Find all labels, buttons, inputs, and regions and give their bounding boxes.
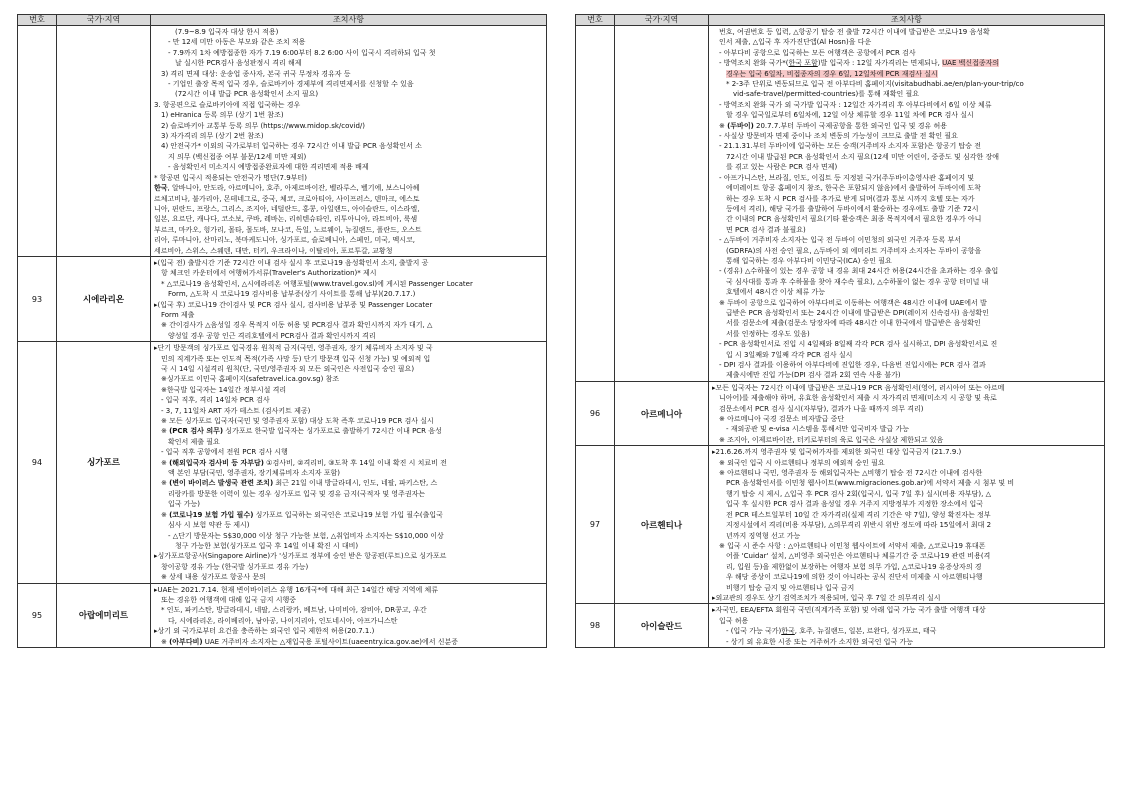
measure-line: - (입국 가능 국가)한국, 호주, 뉴질랜드, 일본, 르완다, 싱가포르, 태국 bbox=[726, 627, 937, 636]
measure-line: - 방역조치 완화 국가 외 국가발 입국자 : 12일간 자가격리 후 아부다비에서 6일 이상 체류 bbox=[719, 100, 992, 109]
table-row bbox=[18, 583, 547, 647]
measure-line: ▸모든 입국자는 72시간 이내에 발급받은 코로나19 PCR 음성확인서(영어, 러시아어 또는 아르메 bbox=[712, 383, 1005, 392]
measure-line: ▸상기 외 국가로부터 요건을 충족하는 외국인 입국 제한적 허용(20.7.1.) bbox=[154, 627, 375, 636]
measure-line: 항 체크인 카운터에서 여행허가서류(Traveler's Authorization)* 제시 bbox=[161, 269, 377, 278]
measure-line: 다, 시에라리온, 라이베리아, 남아공, 나이지리아, 인도네시아, 아프가니스탄 bbox=[168, 616, 398, 625]
measure-line: ▸싱가포르항공사(Singapore Airline)가 '싱가포르 정부에 승인 받은 항공편(루트)으로 싱가포르 bbox=[154, 552, 447, 561]
row-country: 싱가포르 bbox=[57, 342, 151, 583]
header-measures: 조치사항 bbox=[151, 15, 547, 26]
highlighted-text: 경우는 입국 6일차, 비접종자의 경우 6일, 12일차에 PCR 재검사 실시 bbox=[726, 69, 938, 78]
row-measures bbox=[151, 583, 547, 647]
measure-line: ※싱가포르 이민국 홈페이지(safetravel.ica.gov.sg) 참조 bbox=[161, 375, 340, 384]
measure-line: 전 PCR 테스트일부터 10일 간 자가격리(실제 격리 기간은 약 7일), 양성 확진자는 정부 bbox=[726, 510, 991, 519]
measure-line: 서를 검문소에 제출(검문소 당장자에 따라 48시간 이내 한국에서 발급받은 음성확인 bbox=[726, 319, 981, 328]
row-number: 93 bbox=[18, 256, 57, 341]
measure-line: 리, 입원 등)을 제한없이 보장하는 여행자 보험 의무 가입, △코로나19 유증상자의 경 bbox=[726, 562, 982, 571]
measure-line: 입국 허용 bbox=[719, 616, 749, 625]
row-measures bbox=[709, 446, 1105, 604]
measure-line: 리랑카를 방문한 이력이 있는 경우 싱가포르 입국 및 경유 금지(국적자 및 영주권자는 bbox=[168, 489, 426, 498]
measure-line: - 아부다비 공항으로 입국하는 모든 여행객은 공항에서 PCR 검사 bbox=[719, 48, 916, 57]
header-measures: 조치사항 bbox=[709, 15, 1105, 26]
row-measures bbox=[709, 381, 1105, 445]
measure-line: 입국 가능) bbox=[168, 500, 201, 509]
measure-line: 국 시 14일 시설격리 원칙(단, 국민/영주권자 외 모든 외국인은 사전입국 승인 필요) bbox=[161, 365, 415, 373]
row-country: 시에라리온 bbox=[57, 256, 151, 341]
measure-line: 할 경우 입국일로부터 6일차에, 12일 이상 체류할 경우 11일 차에 PCR 검사 실시 bbox=[726, 111, 974, 120]
measure-line: ▸외교관의 경우도 상기 검역조치가 적용되며, 입국 후 7일 간 의무격리 실시 bbox=[712, 593, 941, 602]
row-country: 아랍에미리트 bbox=[57, 583, 151, 647]
emphasized-text: (PCR 검사 의무) bbox=[169, 427, 224, 436]
measure-line: 1) eHranica 등록 의무 (상기 1번 참조) bbox=[161, 111, 284, 120]
measure-line: Form 제출 bbox=[161, 310, 195, 319]
measure-line: ▸(입국 후) 코로나19 간이검사 및 PCR 검사 실시, 검사비용 납부증 및 Passenger Locater bbox=[154, 300, 433, 309]
emphasized-text: 한국 bbox=[154, 184, 168, 193]
row-measures bbox=[151, 256, 547, 341]
measure-line: - 사실상 방문비자 면제 중이나 조치 변동의 가능성이 크므로 출발 전 확인 필요 bbox=[719, 132, 958, 141]
measures-table-right bbox=[575, 14, 1105, 648]
measures-table-left bbox=[17, 14, 547, 648]
measure-line: ※ 입국 시 준수 사항 : △아르헨티나 이민청 웹사이트에 서약서 제출, △코로나19 휴대폰 bbox=[719, 541, 986, 550]
measure-line: 3) 자가격리 의무 (상기 2번 참조) bbox=[161, 132, 264, 141]
right-page bbox=[575, 14, 1105, 648]
measure-line: 등에서 격리), 해당 국가를 출발하여 두바이에서 환승하는 경우에도 출발 기준 72시 bbox=[726, 204, 979, 213]
row-number: 96 bbox=[576, 381, 615, 445]
measure-line: ※ 아르헨티나 국민, 영주권자 등 해외입국자는 △비행기 탑승 전 72시간 이내에 검사한 bbox=[719, 469, 983, 478]
measure-line: - △두바이 거주비자 소지자는 입국 전 두바이 이민청의 외국인 거주자 등록 부서 bbox=[719, 236, 962, 245]
measure-line: ※ (PCR 검사 의무) 싱가포르 한국발 입국자는 싱가포르로 출발하기 72시간 이내 PCR 음성 bbox=[161, 427, 442, 436]
measure-line: 하는 경우 도착 시 PCR 검사를 추가로 받게 되며(결과 통보 시까지 호텔 또는 자가 bbox=[726, 194, 975, 203]
measure-line: ▸(입국 전) 출발시간 기준 72시간 이내 검사 실시 후 코로나19 음성확인서 소지, 출발지 공 bbox=[154, 258, 429, 267]
measure-line: 비행기 탑승 금지 및 아르헨티나 입국 금지 bbox=[726, 583, 855, 592]
measure-line: 행기 탑승 시 제시, △입국 후 PCR 검사 2회(입국시, 입국 7일 후) 실시(비용 자부담), △ bbox=[726, 489, 991, 498]
measure-line: 부르크, 마카오, 헝가리, 몰타, 몰도바, 모나코, 독일, 노르웨이, 뉴질랜드, 폴란드, 오스트 bbox=[154, 225, 422, 234]
measure-line: 간 이내의 PCR 음성확인서 필요(기타 환승객은 최종 목적지에서 필요한 경우가 아니 bbox=[726, 215, 982, 224]
measure-line: - 음성확인서 미소지시 예방접종완료자에 대한 격리면제 적용 배제 bbox=[168, 163, 369, 172]
header-country: 국가·지역 bbox=[57, 15, 151, 26]
measure-line: 르체고비나, 불가리아, 몬테네그로, 중국, 체코, 크로아티아, 사이프러스, 덴마크, 에스토 bbox=[154, 194, 420, 203]
measure-line: 액 본인 부담(국민, 영주권자, 장기체류비자 소지자 포함) bbox=[168, 469, 341, 478]
table-header-row bbox=[576, 15, 1105, 26]
measure-line: 어플 'Cuidar' 설치, △비영주 외국인은 아르헨티나 체류기간 중 코로나19 관련 비용(격 bbox=[726, 552, 991, 561]
measure-line: - 입국 직후 공항에서 전원 PCR 검사 시행 bbox=[161, 448, 288, 457]
measure-line: (72시간 이내 발급 PCR 음성확인서 소지 필요) bbox=[175, 90, 319, 99]
header-country: 국가·지역 bbox=[615, 15, 709, 26]
measure-line: - DPI 검사 결과를 이용하여 아부다비에 진입한 경우, 다음번 진입시에는 PCR 검사 결과 bbox=[719, 361, 986, 369]
measure-line: 인서 제출, △입국 후 자가진단앱(Al Hosn)을 다운 bbox=[719, 38, 872, 47]
row-number: 94 bbox=[18, 342, 57, 583]
emphasized-text: (변이 바이러스 발생국 관련 조치) bbox=[169, 479, 274, 488]
table-row-continued bbox=[576, 26, 1105, 382]
measure-line: 제출시에만 진입 가능(DPI 검사 결과 2회 연속 사용 불가) bbox=[726, 371, 901, 380]
measure-line: - (경유) △수하물이 있는 경우 공항 내 경유 최대 24시간 허용(24시간을 초과하는 경우 출입 bbox=[719, 267, 999, 276]
measure-line: Form, △도착 시 코로나19 검사비용 납부증(상기 사이트를 통해 납부)(20.7.17.) bbox=[168, 290, 416, 299]
measure-line: 확인서 제출 필요 bbox=[168, 437, 220, 446]
table-row bbox=[18, 256, 547, 341]
row-number: 98 bbox=[576, 604, 615, 648]
measure-line: 우 해당 증상이 코로나19에 의한 것이 아니라는 공식 진단서 미제출 시 아르헨티나행 bbox=[726, 573, 983, 582]
measure-line: 검문소에서 PCR 검사 실시(자부담), 결과가 나올 때까지 의무 격리) bbox=[719, 404, 924, 413]
measure-line: ※ (변이 바이러스 발생국 관련 조치) 최근 21일 이내 방글라데시, 인도, 네팔, 파키스탄, 스 bbox=[161, 479, 438, 488]
measure-line: 면 PCR 검사 결과 불필요) bbox=[726, 225, 806, 234]
row-number: 97 bbox=[576, 446, 615, 604]
measure-line: ▸UAE는 2021.7.14. 현재 변이바이러스 유행 16개국*에 대해 최근 14일간 해당 지역에 체류 bbox=[154, 585, 439, 594]
table-row bbox=[576, 381, 1105, 445]
row-number bbox=[18, 26, 57, 257]
table-header-row bbox=[18, 15, 547, 26]
measure-line: ※ (두바이) 20.7.7.부터 두바이 국제공항을 통한 외국인 입국 및 경유 허용 bbox=[719, 121, 948, 130]
measure-line: 심사 시 보험 약관 등 제시) bbox=[168, 521, 250, 530]
table-row bbox=[18, 342, 547, 583]
row-country bbox=[615, 26, 709, 382]
measure-line: * △코로나19 음성확인서, △시에라리온 여행포털(www.travel.gov.sl)에 게시된 Passenger Locater bbox=[161, 279, 473, 288]
measure-line: 에미레이트 항공 홈페이지 참조, 한국은 포함되지 않음)에서 출발하여 두바이에 도착 bbox=[726, 184, 981, 193]
measure-line: ※ 상세 내용 싱가포르 항공사 문의 bbox=[161, 573, 266, 582]
measure-line: 입국 후 실시한 PCR 검사 결과 음성일 경우 거주지 지방정부가 지정한 장소에서 입국 bbox=[726, 500, 984, 509]
table-row-continued bbox=[18, 26, 547, 257]
measure-line: ※ 외국인 입국 시 아르헨티나 정부의 예외적 승인 필요 bbox=[719, 458, 885, 467]
measure-line: ▸21.6.26.까지 영주권자 및 입국허가자를 제외한 외국인 대상 입국금지 (21.7.9.) bbox=[712, 448, 962, 457]
measure-line: 지 의무 (백신접종 여부 불문/12세 미만 제외) bbox=[168, 152, 307, 161]
measure-line: - 재외공관 및 e-visa 시스템을 통해서만 입국비자 발급 가능 bbox=[726, 425, 909, 434]
measure-line: 국 심사대를 통과 후 수하물을 찾아 재수속 필요), △수하물이 없는 경우 공항 터미널 내 bbox=[726, 277, 989, 286]
header-num: 번호 bbox=[576, 15, 615, 26]
measure-line: ※ 두바이 공항으로 입국하여 아부다비로 이동하는 여행객은 48시간 이내에 UAE에서 발 bbox=[719, 298, 987, 307]
header-num: 번호 bbox=[18, 15, 57, 26]
emphasized-text: (아부다비) bbox=[169, 637, 203, 646]
measure-line: 날 실시한 PCR검사 음성판정시 격리 해제 bbox=[175, 59, 302, 68]
emphasized-text: (두바이) bbox=[727, 121, 754, 130]
emphasized-text: (해외입국자 검사비 등 자부담) bbox=[169, 458, 264, 467]
measure-line: 급받은 PCR 음성확인서 또는 24시간 이내에 발급받은 DPI(레이저 신속검사) 음성확인 bbox=[726, 308, 989, 317]
measure-line: - 상기 외 유효한 시증 또는 거주허가 소지한 외국인 입국 가능 bbox=[726, 637, 914, 646]
row-measures bbox=[709, 604, 1105, 648]
emphasized-text: 한국 bbox=[781, 627, 795, 636]
measure-line: 통해 입국하는 경우 아부다비 이민당국(ICA) 승인 필요 bbox=[726, 256, 892, 265]
left-page bbox=[17, 14, 547, 648]
measure-line: 서를 인정하는 경우도 있음) bbox=[726, 329, 810, 338]
measure-line: - PCR 음성확인서로 진입 시 4일째와 8일째 각각 PCR 검사 실시하고, DPI 음성확인서로 진 bbox=[719, 340, 998, 349]
measure-line: 청구 가능한 보험(싱가포르 입국 후 14일 이내 확진 시 대비) bbox=[175, 541, 359, 550]
measure-line: - 3, 7, 11일차 ART 자가 테스트 (검사키트 제공) bbox=[161, 406, 311, 415]
measure-line: 니아, 핀란드, 프랑스, 그리스, 조지아, 네덜란드, 홍콩, 아일랜드, 아이슬란드, 이스라엘, bbox=[154, 204, 420, 213]
measure-line: ※ 간이검사가 △음성일 경우 목적지 이동 허용 및 PCR검사 결과 확인시까지 자가 대기, △ bbox=[161, 321, 433, 330]
measure-line: - 21.1.31.부터 두바이에 입국하는 모든 승객(거주비자 소지자 포함)은 항공기 탑승 전 bbox=[719, 142, 982, 151]
measure-line: ※ (아부다비) UAE 거주비자 소지자는 △재입국용 포털사이트(uaeentry.ica.gov.ae)에서 신분증 bbox=[161, 637, 459, 646]
measure-line: ※ 모든 싱가포르 입국자(국민 및 영주권자 포함) 대상 도착 즉후 코로나19 PCR 검사 실시 bbox=[161, 417, 434, 426]
row-country: 아이슬란드 bbox=[615, 604, 709, 648]
measure-line: * 인도, 파키스탄, 방글라데시, 네팔, 스리랑카, 베트남, 나미비아, 잠비아, DR콩고, 우간 bbox=[161, 606, 427, 615]
measure-line: (GDRFA)의 사전 승인 필요, △두바이 외 에미리트 거주비자 소지자는 두바이 공항을 bbox=[726, 246, 982, 255]
measure-line: 호텔에서 48시간 이상 체류 가능 bbox=[726, 288, 825, 297]
measure-line: - 만 12세 미만 아동은 부모와 같은 조치 적용 bbox=[168, 38, 306, 47]
measure-line: 일본, 요르단, 캐나다, 코소보, 쿠바, 레바논, 리히텐슈타인, 리투아니아, 라트비아, 룩셈 bbox=[154, 215, 418, 224]
row-number: 95 bbox=[18, 583, 57, 647]
highlighted-text: UAE 백신접종자의 bbox=[942, 59, 1000, 68]
measure-line: 3. 항공편으로 슬로바키아에 직접 입국하는 경우 bbox=[154, 100, 301, 109]
measure-line: 양성일 경우 공항 인근 격리호텔에서 PCR검사 결과 확인시까지 격리 bbox=[168, 331, 376, 340]
row-country bbox=[57, 26, 151, 257]
measure-line: 72시간 이내 발급된 PCR 음성확인서 소지 필요(12세 미만 어린이, 중증도 및 심각한 장애 bbox=[726, 152, 1000, 161]
measure-line: ※ (해외입국자 검사비 등 자부담) ①검사비, ②격리비, ③도착 후 14일 이내 확진 시 치료비 전 bbox=[161, 458, 447, 467]
measure-line: - △단기 방문자는 S$30,000 이상 청구 가능한 보험, △취업비자 소지자는 S$10,000 이상 bbox=[168, 531, 444, 540]
measure-line: 리아, 루마니아, 산마리노, 북마케도니아, 싱가포르, 슬로베니아, 스페인, 미국, 멕시코, bbox=[154, 236, 415, 245]
measure-line: - 방역조치 완화 국가*(한국 포함)발 입국자 : 12일 자가격리는 면제되나, UAE 백신접종자의 bbox=[719, 59, 1000, 68]
table-row bbox=[576, 446, 1105, 604]
measure-line: - 아프가니스탄, 브라질, 인도, 이집트 등 지정된 국가(주두바이총영사관 홈페이지 및 bbox=[719, 173, 975, 182]
measure-line: 한국, 알바니아, 안도라, 아르메니아, 호주, 아제르바이잔, 벨라루스, 벨기에, 보스니아헤 bbox=[154, 184, 420, 193]
measure-line: 3) 격리 면제 대상: 운송업 종사자, 본국 귀국 무정차 경유자 등 bbox=[161, 69, 351, 78]
measure-line: PCR 음성확인서를 이민청 웹사이트(www.migraciones.gob.ar)에 서약서 제출 시 첨부 및 비 bbox=[726, 479, 1015, 488]
row-country: 아르헨티나 bbox=[615, 446, 709, 604]
measure-line: 입 시 3일째와 7일째 각각 PCR 검사 실시 bbox=[726, 350, 853, 359]
measure-line: 니아어)를 제출해야 하며, 유효한 음성확인서 제출 시 자가격리 면제(미소지 시 공항 및 육로 bbox=[719, 394, 997, 403]
measure-line: ▸단기 방문객의 싱가포르 입국경유 원칙적 금지(국민, 영주권자, 장기 체류비자 소지자 및 국 bbox=[154, 344, 433, 353]
row-measures bbox=[709, 26, 1105, 382]
measure-line: - 7.9까지 1차 예방접종한 자가 7.19 6:00부터 8.2 6:00 사이 입국시 격리하되 입국 첫 bbox=[168, 48, 436, 57]
row-number bbox=[576, 26, 615, 382]
emphasized-text: (코로나19 보험 가입 필수) bbox=[169, 510, 254, 519]
measure-line: ※ 아르메니아 국경 검문소 비자발급 중단 bbox=[719, 415, 845, 424]
measure-line: 창이공항 경유 가능 (한국발 싱가포르 경유 가능) bbox=[161, 562, 309, 571]
measure-line: 2) 슬로바키아 교통부 등록 의무 (https://www.midop.sk/covid/) bbox=[161, 121, 366, 130]
measure-line: (7.9~8.9 입국자 대상 한시 적용) bbox=[175, 28, 279, 36]
measure-line: vid-safe-travel/permitted-countries)를 통해 재확인 필요 bbox=[733, 90, 920, 99]
measure-line: * 2-3주 단위로 변동되므로 입국 전 아부다비 홈페이지(visitabudhabi.ae/en/plan-your-trip/co bbox=[726, 80, 1024, 89]
measure-line: - 기업인 출장 목적 입국 경우, 슬로바키아 경제부에 격리면제서를 신청할 수 있음 bbox=[168, 80, 414, 89]
measure-line: 를 겪고 있는 사람은 PCR 검사 면제) bbox=[726, 163, 838, 172]
table-row bbox=[576, 604, 1105, 648]
row-measures bbox=[151, 342, 547, 583]
measure-line: * 항공편 입국시 적용되는 안전국가 명단(7.9부터) bbox=[154, 173, 307, 182]
measure-line: 민의 직계가족 또는 인도적 목적(가족 사망 등) 단기 방문객 입국 신청 가능) 및 예외적 입 bbox=[161, 354, 431, 363]
measure-line: 지정시설에서 격리(비용 자부담), △의무격리 위반시 위반 정도에 따라 15일에서 최대 2 bbox=[726, 521, 992, 530]
measure-line: - 입국 직후, 격리 14일차 PCR 검사 bbox=[161, 396, 270, 405]
measure-line: 또는 경유한 여행객에 대해 입국 금지 시행중 bbox=[161, 595, 297, 604]
measure-line: 4) 안전국가* 이외의 국가로부터 입국하는 경우 72시간 이내 발급 PCR 음성확인서 소 bbox=[161, 142, 422, 151]
row-country: 아르메니아 bbox=[615, 381, 709, 445]
measure-line: ▸자국민, EEA/EFTA 회원국 국민(직계가족 포함) 및 아래 입국 가능 국가 출발 여행객 대상 bbox=[712, 606, 986, 615]
row-measures bbox=[151, 26, 547, 257]
measure-line: 년까지 징역형 선고 가능 bbox=[726, 531, 801, 540]
measure-line: ※ (코로나19 보험 가입 필수) 싱가포르 입국하는 외국인은 코로나19 보험 가입 필수(출입국 bbox=[161, 510, 443, 519]
measure-line: 번호, 여권번호 등 입력, △항공기 탑승 전 출발 72시간 이내에 발급받은 코로나19 음성확 bbox=[719, 28, 990, 36]
emphasized-text: 한국 포함 bbox=[788, 59, 818, 68]
measure-line: 세르비아, 스위스, 스웨덴, 대만, 터키, 우크라이나, 이탈리아, 포르투갈, 교황청 bbox=[154, 246, 393, 255]
measure-line: ※ 조지아, 이제르바이잔, 터키로부터의 육로 입국은 사실상 제한되고 있음 bbox=[719, 435, 944, 444]
measure-line: ※한국발 입국자는 14일간 정부시설 격리 bbox=[161, 385, 287, 394]
measure-line bbox=[712, 69, 1101, 79]
